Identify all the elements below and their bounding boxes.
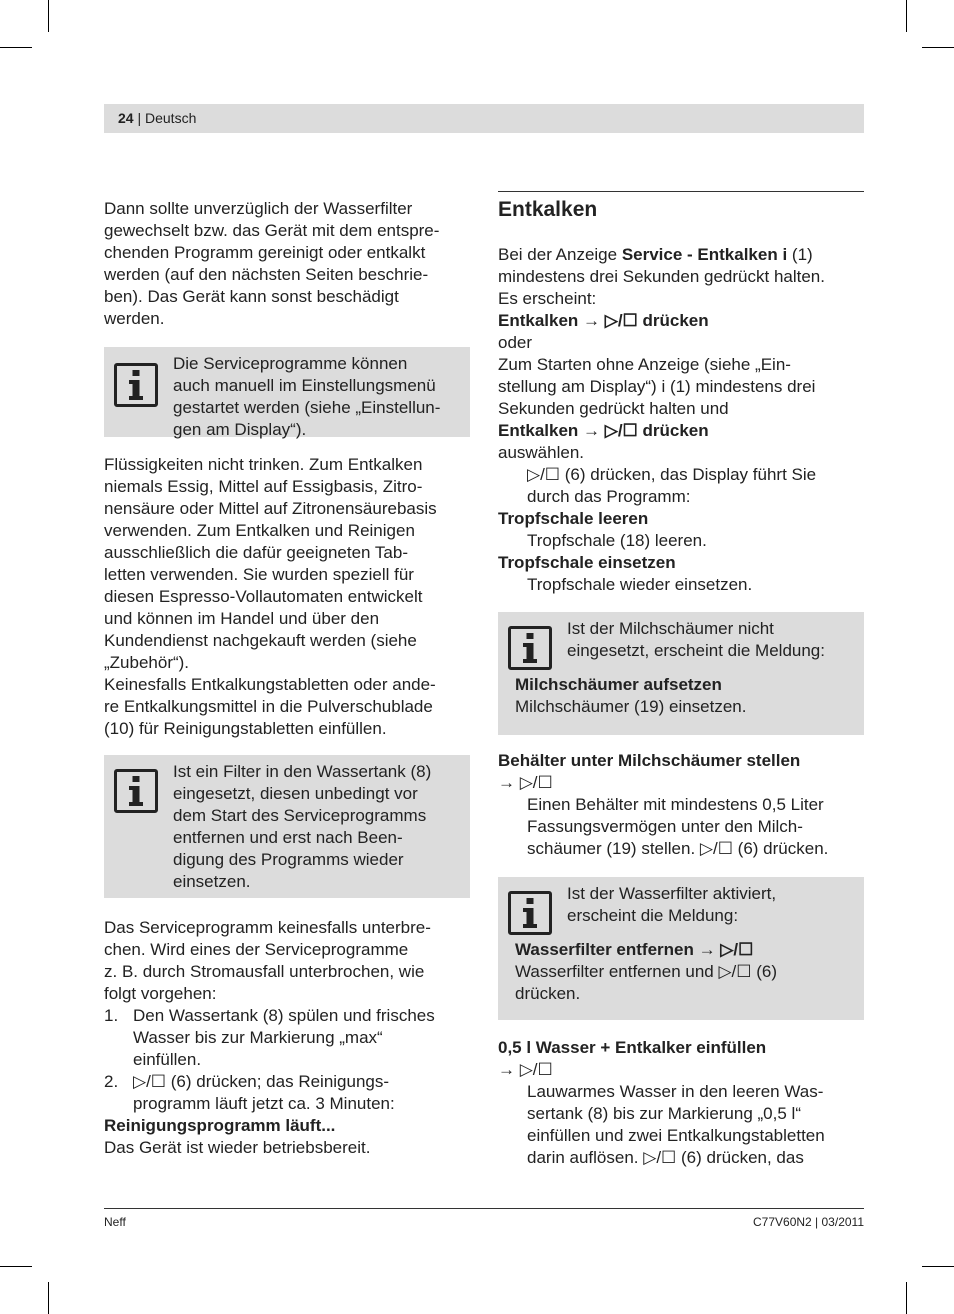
interrupt-paragraph: Das Serviceprogramm keinesfalls unterbre- chen. Wird eines der Serviceprogramme z. B. durch Stromausfall unterbrochen, wie folgt vorgehen: bbox=[104, 918, 431, 1003]
crop-mark bbox=[922, 47, 954, 48]
crop-mark bbox=[906, 0, 907, 32]
status-message: Reinigungsprogramm läuft... bbox=[104, 1116, 336, 1135]
crop-mark bbox=[0, 47, 32, 48]
display-message: Tropfschale einsetzen bbox=[498, 553, 676, 572]
info-box-serviceprogramme bbox=[104, 347, 470, 437]
page-number: 24 bbox=[118, 110, 134, 126]
info-text: Ist ein Filter in den Wassertank (8) eingesetzt, diesen unbedingt vor dem Start des Serviceprogramms entfernen und erst nach Been- digung des Programms wieder einsetzen. bbox=[173, 762, 432, 891]
entkalken-intro: Bei der Anzeige Service - Entkalken i (1) mindestens drei Sekunden gedrückt halten. Es erscheint: bbox=[498, 245, 825, 308]
info-box-filter bbox=[104, 755, 470, 898]
left-column bbox=[104, 198, 470, 1159]
start-instructions: Zum Starten ohne Anzeige (siehe „Ein- stellung am Display“) i (1) mindestens drei Sekunden gedrückt halten und bbox=[498, 355, 816, 418]
crop-mark bbox=[48, 0, 49, 32]
step-start: ▷/☐ (6) drücken, das Display führt Sie durch das Programm: bbox=[527, 465, 817, 506]
language-label: Deutsch bbox=[145, 110, 197, 126]
warning-paragraph: Flüssigkeiten nicht trinken. Zum Entkalken niemals Essig, Mittel auf Essigbasis, Zitro- nensäure oder Mittel auf Zitronensäurebasis verwenden. Zum Entkalken und Reinigen ausschließlich die dafür geeigneten Tab- letten verwenden. Sie wurden speziell für diesen Espresso-Vollautomaten entwickelt und können im Handel und über den Kundendienst nachgekauft werden (siehe „Zubehör“). Keinesfalls Entkalkungstabletten oder ande- re Entkalkungsmittel in die Pulverschublade (10) für Reinigungstabletten einfüllen. bbox=[104, 455, 437, 738]
info-box-wasserfilter: Ist der Wasserfilter aktiviert, erscheint die Meldung: Wasserfilter entfernen → ▷/☐ Wasserfilter entfernen und ▷/☐ (6) drücken. bbox=[498, 877, 864, 1020]
page-header: 24 | Deutsch bbox=[104, 104, 864, 133]
list-item: 1. Den Wassertank (8) spülen und frisches Wasser bis zur Markierung „max“ einfüllen. bbox=[104, 1006, 435, 1069]
footer-model: C77V60N2 | 03/2011 bbox=[753, 1215, 864, 1229]
crop-mark bbox=[922, 1266, 954, 1267]
info-icon bbox=[114, 363, 158, 407]
display-message: 0,5 l Wasser + Entkalker einfüllen bbox=[498, 1038, 767, 1057]
info-box-milchschaeumer: Ist der Milchschäumer nicht eingesetzt, erscheint die Meldung: Milchschäumer aufsetzen Milchschäumer (19) einsetzen. bbox=[498, 612, 864, 735]
page-footer bbox=[104, 1208, 864, 1235]
section-heading: Entkalken bbox=[498, 198, 598, 221]
right-column: Entkalken Bei der Anzeige Service - Entkalken i (1) mindestens drei Sekunden gedrückt halten. Es erscheint: Entkalken → ▷/☐ drücken oder Zum Starten ohne Anzeige (siehe „Ein- stellung am Display“) i (1) mindestens drei Sekunden gedrückt halten und Entkalken → ▷/☐ drücken auswählen. ▷/☐ (6) drücken, das Display führt Sie durch das Programm: Tropfschale leeren Tropfschale (18) leeren. Tropfschale einsetzen Tropfschale wieder einsetzen. Ist der Milchschäumer nicht eingesetzt, erscheint die Meldung: Milchschäumer aufsetzen Milchschäumer (19) einsetzen. Behälter unter Milchschäumer stellen → ▷/☐ Einen Behälter mit mindestens 0,5 Liter Fassungsvermögen unter den Milch- schäumer (19) stellen. ▷/☐ (6) drücken. Ist der Wasserfilter aktiviert, erscheint die Meldung: Wasserfilter entfernen → ▷/☐ Wasserfilter entfernen und ▷/☐ (6) drücken. 0,5 l Wasser + Entkalker einfüllen → ▷/☐ Lauwarmes Wasser in den leeren Was- sertank (8) bis zur Markierung „0,5 l“ einfüllen und zwei Entkalkungstabletten darin auflösen. ▷/☐ (6) drücken, das bbox=[498, 191, 864, 1169]
info-icon bbox=[508, 626, 552, 670]
info-text: Die Serviceprogramme können auch manuell im Einstellungsmenü gestartet werden (siehe „Einstellun- gen am Display“). bbox=[173, 354, 441, 439]
status-text: Das Gerät ist wieder betriebsbereit. bbox=[104, 1138, 371, 1157]
info-icon bbox=[114, 769, 158, 813]
crop-mark bbox=[0, 1266, 32, 1267]
entkalken-command: Entkalken → ▷/☐ drücken bbox=[498, 311, 709, 330]
info-icon bbox=[508, 891, 552, 935]
crop-mark bbox=[48, 1282, 49, 1314]
list-item: 2. ▷/☐ (6) drücken; das Reinigungs- programm läuft jetzt ca. 3 Minuten: bbox=[104, 1072, 395, 1113]
footer-brand: Neff bbox=[104, 1215, 126, 1229]
display-message: Behälter unter Milchschäumer stellen bbox=[498, 751, 801, 770]
entkalken-command: Entkalken → ▷/☐ drücken bbox=[498, 421, 709, 440]
info-text: Ist der Milchschäumer nicht eingesetzt, erscheint die Meldung: bbox=[567, 619, 825, 660]
intro-paragraph: Dann sollte unverzüglich der Wasserfilter gewechselt bzw. das Gerät mit dem entspre- chenden Programm gereinigt oder entkalkt werden (auf den nächsten Seiten beschrie- ben). Das Gerät kann sonst beschädigt werden. bbox=[104, 199, 440, 328]
info-text: Ist der Wasserfilter aktiviert, erscheint die Meldung: bbox=[567, 884, 777, 925]
display-message: Tropfschale leeren bbox=[498, 509, 649, 528]
crop-mark bbox=[906, 1282, 907, 1314]
